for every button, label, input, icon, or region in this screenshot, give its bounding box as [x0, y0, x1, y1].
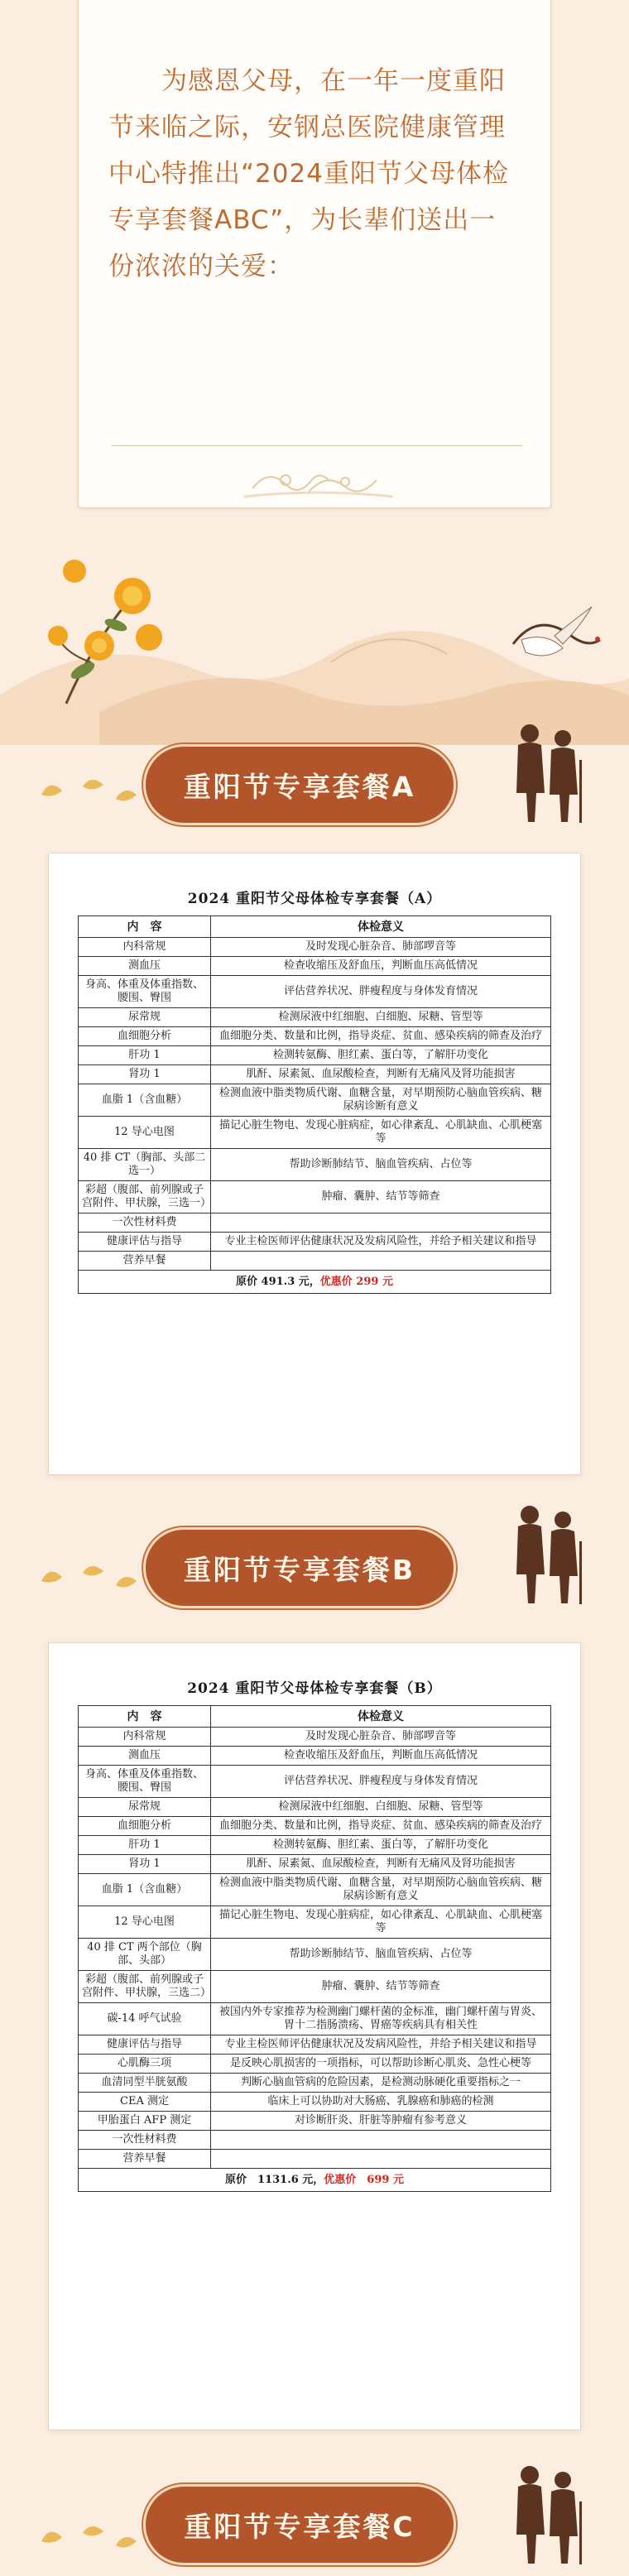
- table-row: [79, 2093, 551, 2112]
- exam-item-cell: 测血压: [79, 957, 211, 976]
- package-a-card: [48, 853, 581, 1475]
- exam-meaning-cell: 对诊断肝炎、肝脏等肿瘤有参考意义: [211, 2112, 551, 2131]
- sale-price: 优惠价 699 元: [324, 2173, 404, 2186]
- exam-item-cell: 心肌酶三项: [79, 2055, 211, 2074]
- exam-item-cell: CEA 测定: [79, 2093, 211, 2112]
- crane-icon: [505, 603, 604, 677]
- exam-meaning-cell: [211, 1252, 551, 1271]
- exam-meaning-cell: 帮助诊断肺结节、脑血管疾病、占位等: [211, 1149, 551, 1181]
- exam-item-cell: 身高、体重及体重指数、腰围、臀围: [79, 976, 211, 1008]
- table-row: [79, 1906, 551, 1939]
- exam-meaning-cell: 肌酐、尿素氮、血尿酸检查，判断有无痛风及肾功能损害: [211, 1065, 551, 1084]
- exam-meaning-cell: 描记心脏生物电、发现心脏病症，如心律紊乱、心肌缺血、心肌梗塞等: [211, 1906, 551, 1939]
- exam-item-cell: 一次性材料费: [79, 1214, 211, 1233]
- exam-meaning-cell: 检测尿液中红细胞、白细胞、尿糖、管型等: [211, 1798, 551, 1817]
- table-row: [79, 2150, 551, 2169]
- table-row: [79, 976, 551, 1008]
- exam-item-cell: 肾功 1: [79, 1065, 211, 1084]
- exam-item-cell: 营养早餐: [79, 1252, 211, 1271]
- package-a-rows: [79, 938, 551, 1271]
- table-total-row: [79, 2169, 551, 2192]
- exam-item-cell: 碳-14 呼气试验: [79, 2003, 211, 2035]
- table-row: [79, 1836, 551, 1855]
- table-row: [79, 2003, 551, 2035]
- package-b-table: [78, 1705, 551, 2192]
- exam-item-cell: 12 导心电图: [79, 1117, 211, 1149]
- banner-package-b: [146, 1530, 454, 1606]
- exam-meaning-cell: 检查收缩压及舒血压，判断血压高低情况: [211, 957, 551, 976]
- original-price: 原价 1131.6 元，: [225, 2173, 324, 2186]
- table-row: [79, 1027, 551, 1046]
- table-row: [79, 1008, 551, 1027]
- exam-meaning-cell: 描记心脏生物电、发现心脏病症，如心律紊乱、心肌缺血、心肌梗塞等: [211, 1117, 551, 1149]
- exam-item-cell: 血脂 1（含血糖）: [79, 1874, 211, 1906]
- exam-item-cell: 彩超（腹部、前列腺或子宫附件、甲状腺，三选一）: [79, 1181, 211, 1214]
- exam-meaning-cell: 检测血液中脂类物质代谢、血糖含量，对早期预防心脑血管疾病、糖尿病诊断有意义: [211, 1874, 551, 1906]
- table-row: [79, 938, 551, 957]
- elderly-couple-icon: [497, 718, 596, 826]
- banner-package-a: [146, 747, 454, 823]
- table-row: [79, 2131, 551, 2150]
- cloud-ornament-icon: [236, 455, 401, 505]
- chrysanthemum-icon: [33, 546, 190, 712]
- table-total-row: [79, 1271, 551, 1294]
- exam-meaning-cell: 评估营养状况、胖瘦程度与身体发育情况: [211, 976, 551, 1008]
- exam-item-cell: 彩超（腹部、前列腺或子宫附件、甲状腺，三选二）: [79, 1971, 211, 2003]
- exam-item-cell: 一次性材料费: [79, 2131, 211, 2150]
- table-row: [79, 1065, 551, 1084]
- price-cell: [79, 1271, 551, 1294]
- exam-item-cell: 健康评估与指导: [79, 1233, 211, 1252]
- table-row: [79, 1214, 551, 1233]
- banner-a-label: 重阳节专享套餐A: [183, 770, 416, 803]
- exam-meaning-cell: 专业主检医师评估健康状况及发病风险性，并给予相关建议和指导: [211, 1233, 551, 1252]
- exam-item-cell: 内科常规: [79, 1728, 211, 1747]
- intro-card: [78, 0, 551, 508]
- table-row: [79, 1874, 551, 1906]
- table-row: [79, 2112, 551, 2131]
- exam-meaning-cell: 检测血液中脂类物质代谢、血糖含量，对早期预防心脑血管疾病、糖尿病诊断有意义: [211, 1084, 551, 1117]
- table-row: [79, 1939, 551, 1971]
- exam-meaning-cell: 帮助诊断肺结节、脑血管疾病、占位等: [211, 1939, 551, 1971]
- exam-item-cell: 40 排 CT 两个部位（胸部、头部）: [79, 1939, 211, 1971]
- exam-item-cell: 肝功 1: [79, 1836, 211, 1855]
- column-header-meaning: 体检意义: [211, 916, 551, 938]
- table-row: [79, 2035, 551, 2055]
- price-cell: [79, 2169, 551, 2192]
- exam-meaning-cell: [211, 2150, 551, 2169]
- exam-meaning-cell: 检测转氨酶、胆红素、蛋白等，了解肝功变化: [211, 1836, 551, 1855]
- exam-meaning-cell: 肿瘤、囊肿、结节等筛查: [211, 1181, 551, 1214]
- table-row: [79, 1747, 551, 1766]
- banner-c-label: 重阳节专享套餐C: [184, 2510, 415, 2543]
- banner-package-c: [146, 2487, 454, 2563]
- table-row: [79, 1798, 551, 1817]
- column-header-item: 内 容: [79, 1706, 211, 1728]
- table-header-row: [79, 916, 551, 938]
- package-b-title: 2024 重阳节父母体检专享套餐（B）: [187, 1680, 442, 1697]
- exam-item-cell: 尿常规: [79, 1798, 211, 1817]
- exam-item-cell: 血细胞分析: [79, 1027, 211, 1046]
- ginkgo-leaves-icon: [33, 2516, 141, 2558]
- package-a-title: 2024 重阳节父母体检专享套餐（A）: [187, 891, 442, 907]
- exam-meaning-cell: 血细胞分类、数量和比例，指导炎症、贫血、感染疾病的筛查及治疗: [211, 1027, 551, 1046]
- exam-meaning-cell: 检测转氨酶、胆红素、蛋白等，了解肝功变化: [211, 1046, 551, 1065]
- banner-b-label: 重阳节专享套餐B: [183, 1553, 416, 1586]
- exam-item-cell: 测血压: [79, 1747, 211, 1766]
- elderly-couple-icon: [497, 2460, 596, 2568]
- exam-item-cell: 健康评估与指导: [79, 2035, 211, 2055]
- exam-item-cell: 血细胞分析: [79, 1817, 211, 1836]
- column-header-meaning: 体检意义: [211, 1706, 551, 1728]
- exam-item-cell: 肾功 1: [79, 1855, 211, 1874]
- exam-item-cell: 肝功 1: [79, 1046, 211, 1065]
- table-row: [79, 1766, 551, 1798]
- table-row: [79, 2055, 551, 2074]
- exam-item-cell: 尿常规: [79, 1008, 211, 1027]
- exam-meaning-cell: 检查收缩压及舒血压，判断血压高低情况: [211, 1747, 551, 1766]
- package-a-table: [78, 916, 551, 1294]
- exam-meaning-cell: 临床上可以协助对大肠癌、乳腺癌和肺癌的检测: [211, 2093, 551, 2112]
- elderly-couple-icon: [497, 1500, 596, 1608]
- table-row: [79, 1728, 551, 1747]
- table-row: [79, 1046, 551, 1065]
- table-row: [79, 957, 551, 976]
- package-b-rows: [79, 1728, 551, 2169]
- exam-meaning-cell: 血细胞分类、数量和比例，指导炎症、贫血、感染疾病的筛查及治疗: [211, 1817, 551, 1836]
- exam-meaning-cell: 是反映心肌损害的一项指标，可以帮助诊断心肌炎、急性心梗等: [211, 2055, 551, 2074]
- table-row: [79, 1117, 551, 1149]
- table-row: [79, 1084, 551, 1117]
- intro-text: 为感恩父母，在一年一度重阳节来临之际，安钢总医院健康管理中心特推出“2024重阳节父母体检专享套餐ABC”，为长辈们送出一份浓浓的关爱：: [108, 66, 509, 281]
- table-row: [79, 1855, 551, 1874]
- exam-meaning-cell: 及时发现心脏杂音、肺部啰音等: [211, 938, 551, 957]
- ginkgo-leaves-icon: [33, 1556, 141, 1598]
- column-header-item: 内 容: [79, 916, 211, 938]
- table-row: [79, 1149, 551, 1181]
- package-b-card: [48, 1642, 581, 2430]
- exam-item-cell: 血清同型半胱氨酸: [79, 2074, 211, 2093]
- exam-item-cell: 血脂 1（含血糖）: [79, 1084, 211, 1117]
- exam-meaning-cell: 专业主检医师评估健康状况及发病风险性，并给予相关建议和指导: [211, 2035, 551, 2055]
- exam-meaning-cell: 判断心脑血管病的危险因素，是检测动脉硬化重要指标之一: [211, 2074, 551, 2093]
- exam-item-cell: 40 排 CT（胸部、头部二选一）: [79, 1149, 211, 1181]
- exam-meaning-cell: 肌酐、尿素氮、血尿酸检查，判断有无痛风及肾功能损害: [211, 1855, 551, 1874]
- table-header-row: [79, 1706, 551, 1728]
- original-price: 原价 491.3 元，: [236, 1275, 320, 1288]
- table-row: [79, 1971, 551, 2003]
- divider: [112, 445, 522, 446]
- exam-meaning-cell: [211, 2131, 551, 2150]
- exam-meaning-cell: 评估营养状况、胖瘦程度与身体发育情况: [211, 1766, 551, 1798]
- exam-meaning-cell: 肿瘤、囊肿、结节等筛查: [211, 1971, 551, 2003]
- exam-meaning-cell: [211, 1214, 551, 1233]
- table-row: [79, 1817, 551, 1836]
- exam-item-cell: 甲胎蛋白 AFP 测定: [79, 2112, 211, 2131]
- exam-meaning-cell: 检测尿液中红细胞、白细胞、尿糖、管型等: [211, 1008, 551, 1027]
- exam-item-cell: 12 导心电图: [79, 1906, 211, 1939]
- sale-price: 优惠价 299 元: [319, 1275, 393, 1288]
- exam-item-cell: 营养早餐: [79, 2150, 211, 2169]
- ginkgo-leaves-icon: [33, 770, 141, 811]
- exam-meaning-cell: 被国内外专家推荐为检测幽门螺杆菌的金标准，幽门螺杆菌与胃炎、胃十二指肠溃疡、胃癌等疾病具有相关性: [211, 2003, 551, 2035]
- table-row: [79, 1181, 551, 1214]
- exam-item-cell: 身高、体重及体重指数、腰围、臀围: [79, 1766, 211, 1798]
- table-row: [79, 1233, 551, 1252]
- table-row: [79, 1252, 551, 1271]
- exam-item-cell: 内科常规: [79, 938, 211, 957]
- table-row: [79, 2074, 551, 2093]
- exam-meaning-cell: 及时发现心脏杂音、肺部啰音等: [211, 1728, 551, 1747]
